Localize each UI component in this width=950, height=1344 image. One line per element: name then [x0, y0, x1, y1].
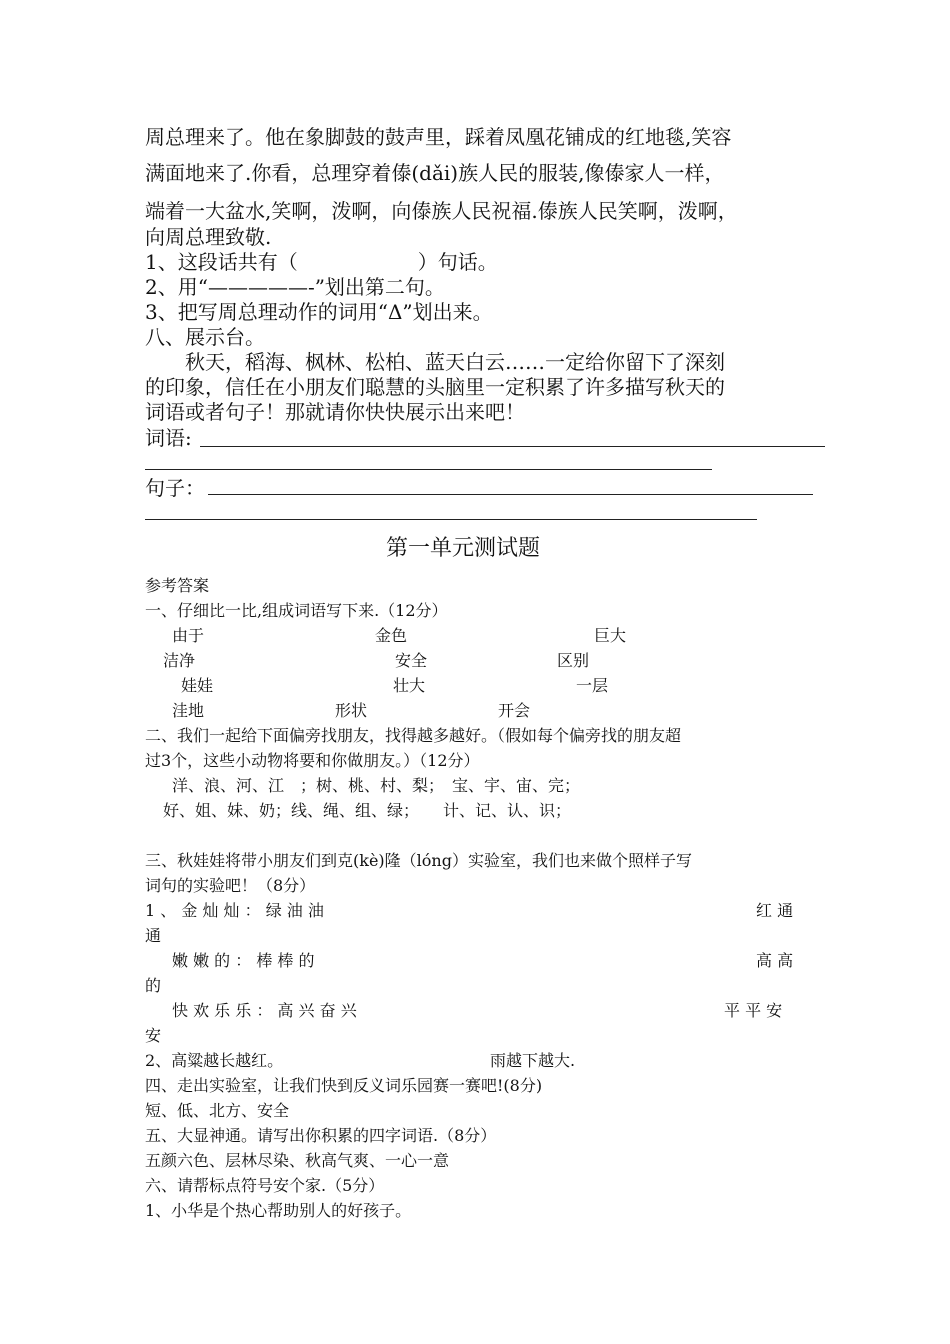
section-3-line-2: 嫩 嫩 的 ： 棒 棒 的: [172, 951, 315, 970]
intro-line-2: 的印象，信任在小朋友们聪慧的头脑里一定积累了许多描写秋天的: [145, 375, 725, 399]
section-6-title: 六、请帮标点符号安个家.（5分）: [145, 1176, 385, 1195]
word-answer: 形状: [335, 701, 368, 720]
section-3-title-line-1: 三、秋娃娃将带小朋友们到克(kè)隆（lóng）实验室，我们也来做个照样子写: [145, 851, 692, 870]
words-label: 词语:: [145, 426, 192, 450]
question-1: 1、这段话共有（ ）句话。: [145, 250, 498, 274]
section-3-line-3: 快 欢 乐 乐 ： 高 兴 奋 兴: [172, 1001, 357, 1020]
section-3-line-1: 1 、 金 灿 灿 ： 绿 油 油: [145, 901, 324, 920]
paragraph-line-3: 端着一大盆水,笑啊，泼啊，向傣族人民祝福.傣族人民笑啊，泼啊，: [145, 199, 738, 223]
word-answer: 壮大: [393, 676, 426, 695]
section-3-line-2-end: 高 高: [756, 951, 794, 970]
word-answer: 区别: [557, 651, 590, 670]
words-answer-line-1: [200, 446, 825, 447]
section-1-title: 一、仔细比一比,组成词语写下来.（12分）: [145, 601, 448, 620]
section-3-line-3-wrap: 安: [145, 1026, 162, 1045]
word-answer: 巨大: [594, 626, 627, 645]
question-2: 2、用“—————-”划出第二句。: [145, 275, 445, 299]
words-answer-line-2: [145, 469, 712, 470]
word-answer: 一层: [576, 676, 609, 695]
intro-line-1: 秋天，稻海、枫林、松柏、蓝天白云……一定给你留下了深刻: [145, 350, 725, 374]
word-answer: 开会: [498, 701, 531, 720]
section-5-answer: 五颜六色、层林尽染、秋高气爽、一心一意: [145, 1151, 450, 1170]
intro-line-3: 词语或者句子！那就请你快快展示出来吧！: [145, 400, 525, 424]
section-3-line-4-right: 雨越下越大.: [490, 1051, 576, 1070]
section-3-title-line-2: 词句的实验吧！（8分）: [145, 876, 316, 895]
section-3-line-3-end: 平 平 安: [724, 1001, 783, 1020]
word-answer: 娃娃: [181, 676, 214, 695]
section-4-title: 四、走出实验室，让我们快到反义词乐园赛一赛吧!(8分): [145, 1076, 543, 1095]
word-answer: 安全: [395, 651, 428, 670]
section-2-title-line-2: 过3个，这些小动物将要和你做朋友。）（12分）: [145, 751, 480, 770]
word-answer: 洼地: [172, 701, 205, 720]
sentence-answer-line-2: [145, 519, 757, 520]
section-6-question-1: 1、小华是个热心帮助别人的好孩子。: [145, 1201, 412, 1220]
answer-label: 参考答案: [145, 576, 210, 595]
section-2-title-line-1: 二、我们一起给下面偏旁找朋友，找得越多越好。（假如每个偏旁找的朋友超: [145, 726, 682, 745]
section-3-line-1-end: 红 通: [756, 901, 794, 920]
section-2-answer-row-2: 好、姐、妹、奶；线、绳、组、绿； 计、记、认、识；: [163, 801, 572, 820]
section-2-answer-row-1: 洋、浪、河、江 ；树、桃、村、梨； 宝、宇、宙、完；: [172, 776, 581, 795]
sentence-answer-line-1: [208, 494, 813, 495]
section-4-answer: 短、低、北方、安全: [145, 1101, 290, 1120]
paragraph-line-4: 向周总理致敬.: [145, 225, 272, 249]
word-answer: 由于: [172, 626, 205, 645]
question-3: 3、把写周总理动作的词用“Δ”划出来。: [145, 300, 493, 324]
section-5-title: 五、大显神通。请写出你积累的四字词语.（8分）: [145, 1126, 497, 1145]
word-answer: 金色: [375, 626, 408, 645]
section-3-line-1-wrap: 通: [145, 926, 162, 945]
test-title: 第一单元测试题: [386, 536, 541, 561]
word-answer: 洁净: [163, 651, 196, 670]
section-8-title: 八、展示台。: [145, 325, 265, 349]
sentence-label: 句子：: [145, 476, 205, 500]
paragraph-line-2: 满面地来了.你看，总理穿着傣(dǎi)族人民的服装,像傣家人一样，: [145, 161, 725, 185]
section-3-line-2-wrap: 的: [145, 976, 162, 995]
paragraph-line-1: 周总理来了。他在象脚鼓的鼓声里，踩着凤凰花铺成的红地毯,笑容: [145, 125, 732, 149]
section-3-line-4: 2、高粱越长越红。: [145, 1051, 284, 1070]
